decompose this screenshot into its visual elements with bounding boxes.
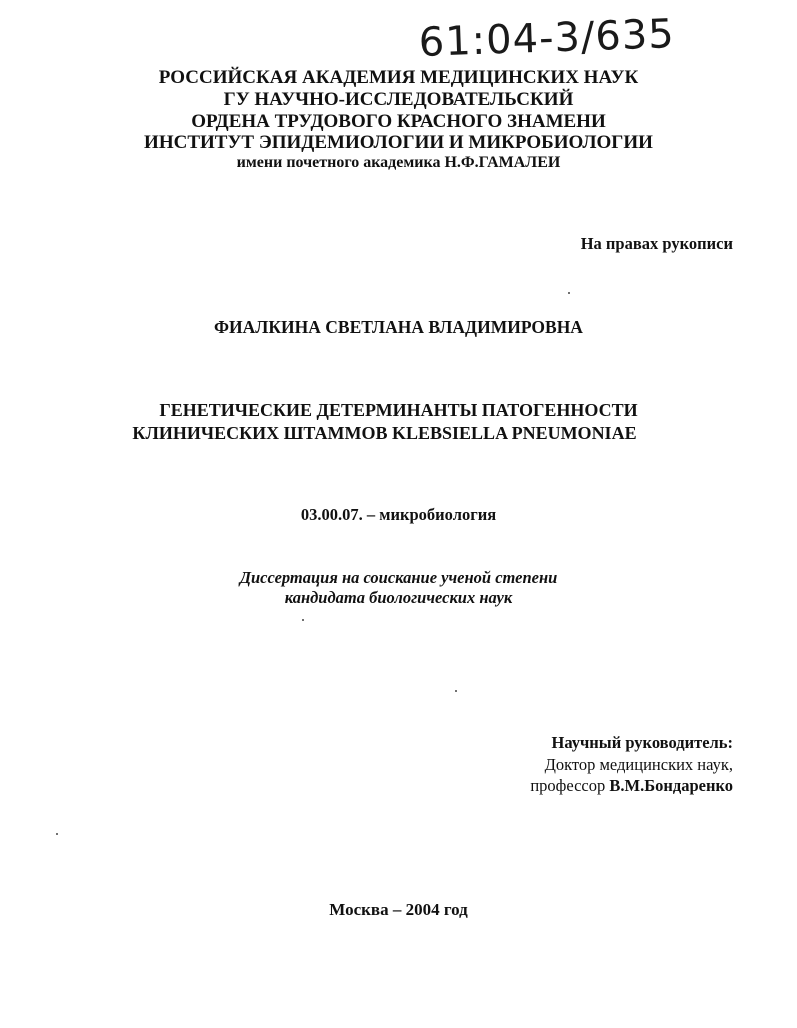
org-line-2: ГУ НАУЧНО-ИССЛЕДОВАТЕЛЬСКИЙ	[223, 89, 574, 110]
supervisor-heading: Научный руководитель:	[551, 733, 733, 752]
org-line-5: имени почетного академика Н.Ф.ГАМАЛЕИ	[236, 154, 561, 171]
scan-speck	[56, 833, 58, 835]
author-name: ФИАЛКИНА СВЕТЛАНА ВЛАДИМИРОВНА	[214, 317, 583, 337]
org-line-4: ИНСТИТУТ ЭПИДЕМИОЛОГИИ И МИКРОБИОЛОГИИ	[144, 132, 653, 153]
city-year: Москва – 2004 год	[329, 900, 468, 919]
supervisor-line	[530, 776, 733, 796]
supervisor-title-word: профессор	[530, 776, 606, 795]
org-line-3: ОРДЕНА ТРУДОВОГО КРАСНОГО ЗНАМЕНИ	[191, 111, 606, 132]
thesis-title-line-1: ГЕНЕТИЧЕСКИЕ ДЕТЕРМИНАНТЫ ПАТОГЕННОСТИ	[159, 400, 638, 420]
handwritten-catalog-number: 61:04-3/635	[418, 11, 676, 66]
degree-line-1: Диссертация на соискание ученой степени	[239, 568, 558, 587]
degree-line-2: кандидата биологических наук	[284, 588, 513, 607]
thesis-title-line-2: КЛИНИЧЕСКИХ ШТАММОВ KLEBSIELLA PNEUMONIAE	[132, 423, 637, 443]
specialty: 03.00.07. – микробиология	[300, 505, 497, 524]
scan-speck	[568, 292, 570, 294]
scan-speck	[455, 690, 457, 692]
manuscript-rights: На правах рукописи	[580, 234, 733, 253]
supervisor-rank: Доктор медицинских наук,	[544, 755, 733, 774]
org-line-1: РОССИЙСКАЯ АКАДЕМИЯ МЕДИЦИНСКИХ НАУК	[158, 67, 639, 88]
scan-speck	[302, 619, 304, 621]
supervisor-name: В.М.Бондаренко	[609, 776, 733, 795]
